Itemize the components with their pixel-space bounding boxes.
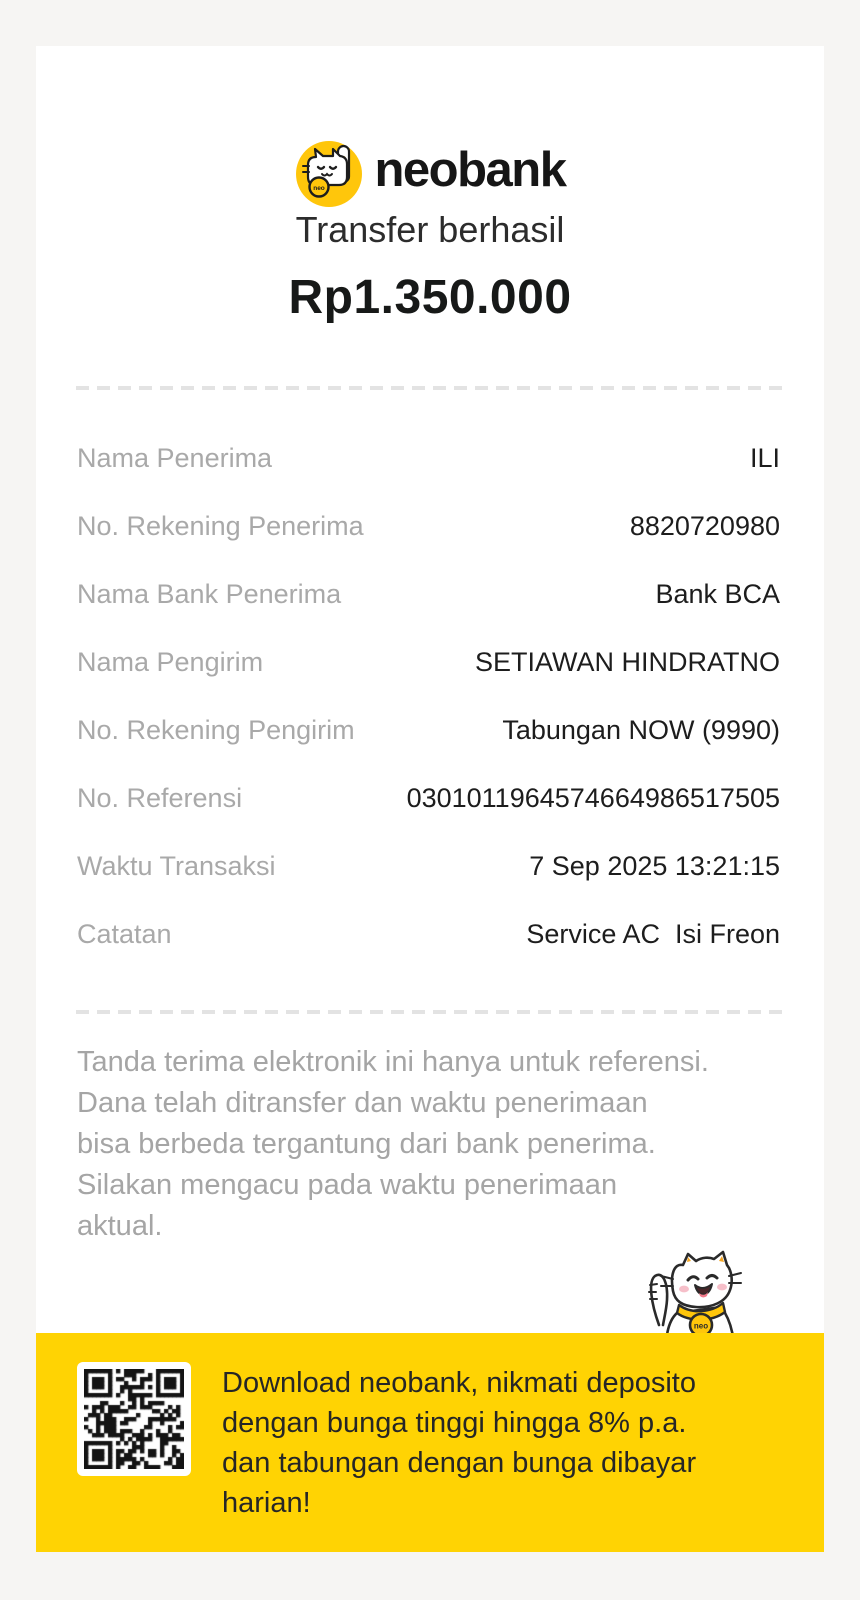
row-label: Nama Bank Penerima: [77, 578, 342, 609]
promo-line: dengan bunga tinggi hingga 8% p.a.: [222, 1407, 687, 1439]
row-label: No. Rekening Pengirim: [77, 714, 355, 745]
row-value: SETIAWAN HINDRATNO: [474, 646, 780, 677]
detail-row-recipient-bank: [77, 560, 780, 628]
disclaimer-line: aktual.: [77, 1210, 163, 1242]
promo-line: harian!: [222, 1487, 311, 1519]
detail-row-note: [77, 900, 780, 968]
disclaimer-line: Dana telah ditransfer dan waktu penerimaan: [77, 1087, 648, 1119]
detail-row-sender-account: [77, 696, 780, 764]
qr-code: [77, 1362, 191, 1476]
row-value: 8820720980: [629, 510, 780, 541]
row-label: No. Rekening Penerima: [77, 510, 364, 541]
row-value: Service AC Isi Freon: [526, 918, 780, 949]
download-promo-banner: [36, 1333, 824, 1552]
mascot-coin-label: neo: [693, 1321, 709, 1331]
row-label: No. Referensi: [77, 782, 243, 813]
transfer-receipt-card: [36, 46, 824, 1552]
detail-row-reference-number: [77, 764, 780, 832]
promo-line: Download neobank, nikmati deposito: [222, 1367, 696, 1399]
disclaimer-line: Tanda terima elektronik ini hanya untuk referensi.: [77, 1046, 709, 1078]
logo-coin-label: neo: [312, 185, 325, 192]
dashed-divider-bottom: [76, 1010, 784, 1014]
neobank-cat-logo-icon: [295, 134, 363, 213]
disclaimer-line: bisa berbeda tergantung dari bank penerima.: [77, 1128, 656, 1160]
row-label: Catatan: [77, 918, 172, 949]
row-label: Nama Penerima: [77, 442, 273, 473]
brand-logo: [36, 134, 824, 213]
row-value: Tabungan NOW (9990): [502, 714, 780, 745]
brand-wordmark: neobank: [374, 143, 566, 197]
row-value: Bank BCA: [655, 578, 780, 609]
transfer-amount: Rp1.350.000: [288, 271, 572, 324]
transfer-status-title: Transfer berhasil: [295, 209, 565, 250]
transfer-details: [77, 424, 780, 968]
row-value: 0301011964574664986517505: [406, 782, 780, 813]
detail-row-transaction-time: [77, 832, 780, 900]
row-label: Waktu Transaksi: [77, 850, 276, 881]
promo-text: [222, 1363, 696, 1523]
promo-line: dan tabungan dengan bunga dibayar: [222, 1447, 697, 1479]
disclaimer-text: [77, 1042, 780, 1247]
row-label: Nama Pengirim: [77, 646, 264, 677]
row-value: 7 Sep 2025 13:21:15: [529, 850, 780, 881]
disclaimer-line: Silakan mengacu pada waktu penerimaan: [77, 1169, 618, 1201]
detail-row-recipient-name: [77, 424, 780, 492]
detail-row-sender-name: [77, 628, 780, 696]
row-value: ILI: [749, 442, 780, 473]
detail-row-recipient-account: [77, 492, 780, 560]
dashed-divider-top: [76, 386, 784, 390]
